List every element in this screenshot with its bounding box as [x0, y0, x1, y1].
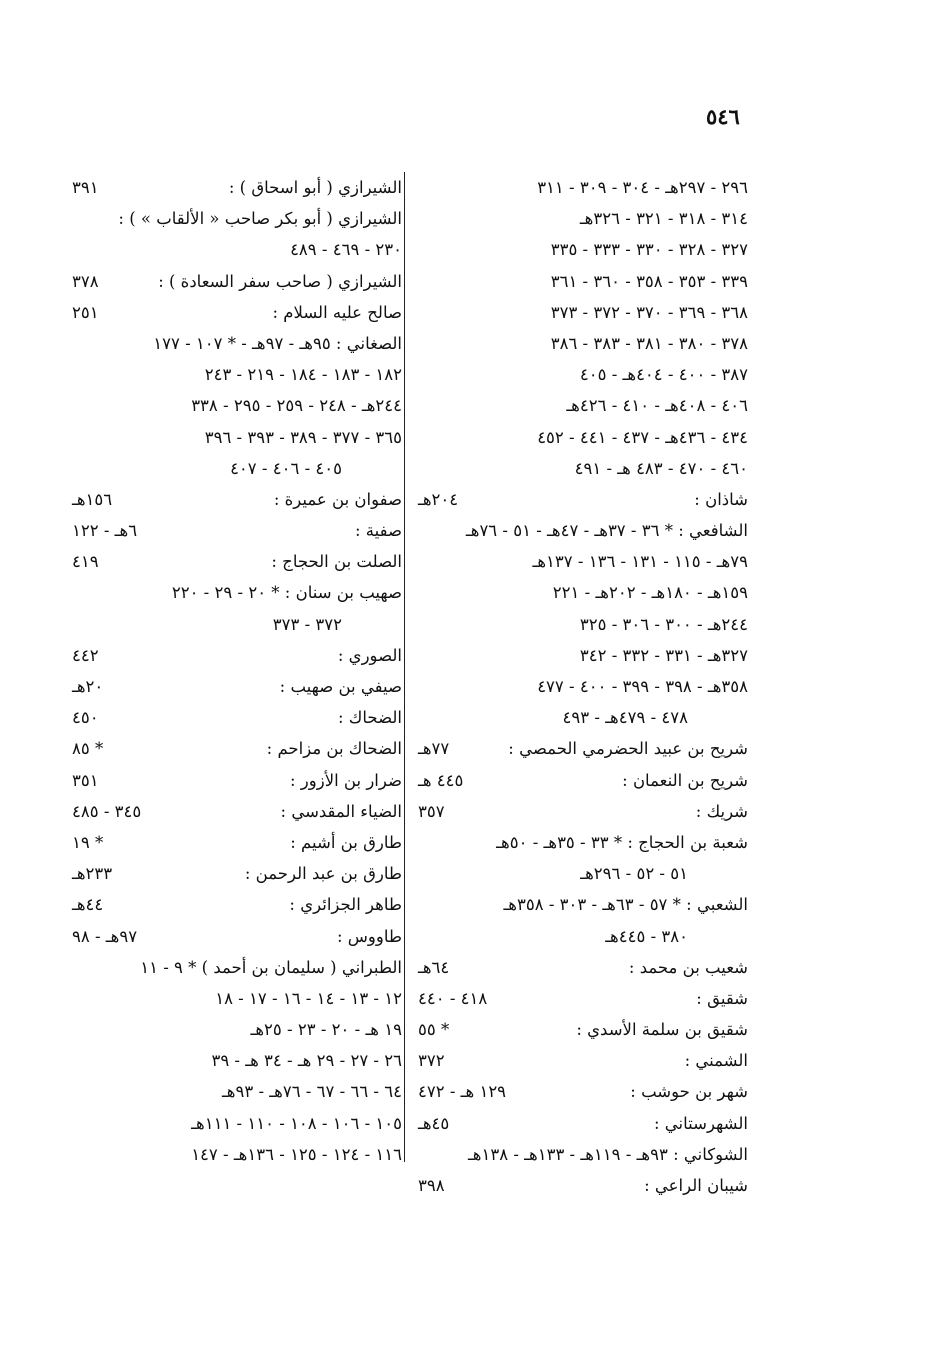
- index-entry: [418, 733, 748, 764]
- index-entry: [72, 640, 402, 671]
- entry-name: صفية :: [355, 521, 402, 541]
- entry-name: شعبة بن الحجاج : * ٣٣ - ٣٥هـ - ٥٠هـ: [496, 832, 748, 852]
- entry-page-refs: ٤٤٥ هـ: [418, 770, 464, 790]
- index-entry: [72, 1014, 402, 1045]
- entry-page-refs: ٤٥هـ: [418, 1113, 450, 1133]
- entry-page-refs: * ٥٥: [418, 1020, 450, 1040]
- index-entry: [418, 983, 748, 1014]
- entry-page-refs: ٤٠٦ - ٤٠٨هـ - ٤١٠ - ٤٢٦هـ: [566, 396, 748, 416]
- index-entry: [72, 422, 402, 453]
- index-entry: [72, 609, 402, 640]
- index-entry: [72, 1076, 402, 1107]
- entry-name: الشعبي : * ٥٧ - ٦٣هـ - ٣٠٣ - ٣٥٨هـ: [503, 895, 748, 915]
- index-entry: [72, 390, 402, 421]
- entry-name: شريح بن عبيد الحضرمي الحمصي :: [508, 739, 748, 759]
- index-entry: [418, 921, 748, 952]
- entry-name: الشمني :: [684, 1051, 748, 1071]
- entry-page-refs: ٤١٩: [72, 552, 99, 572]
- index-entry: [418, 484, 748, 515]
- index-entry: [72, 765, 402, 796]
- index-entry: [72, 297, 402, 328]
- entry-page-refs: ١٢٩ هـ - ٤٧٢: [418, 1082, 507, 1102]
- entry-page-refs: ٩٧هـ - ٩٨: [72, 926, 138, 946]
- entry-page-refs: ٣٢٧ - ٣٢٨ - ٣٣٠ - ٣٣٣ - ٣٣٥: [550, 240, 748, 260]
- index-entry: [418, 1076, 748, 1107]
- index-entry: [418, 390, 748, 421]
- entry-name: الشوكاني : ٩٣هـ - ١١٩هـ - ١٣٣هـ - ١٣٨هـ: [467, 1144, 748, 1164]
- entry-page-refs: ٤٥٠: [72, 708, 99, 728]
- column-divider: [404, 172, 405, 1162]
- entry-page-refs: ٤٤٢: [72, 645, 99, 665]
- entry-page-refs: ٢٩٦ - ٢٩٧هـ - ٣٠٤ - ٣٠٩ - ٣١١: [537, 178, 748, 197]
- entry-name: شاذان :: [694, 489, 748, 509]
- entry-name: شريك :: [695, 801, 748, 821]
- entry-name: الشافعي : * ٣٦ - ٣٧هـ - ٤٧هـ - ٥١ - ٧٦هـ: [465, 521, 748, 541]
- entry-page-refs: ١٩ هـ - ٢٠ - ٢٣ - ٢٥هـ: [250, 1020, 402, 1040]
- index-entry: [418, 515, 748, 546]
- index-entry: [418, 796, 748, 827]
- index-entry: [418, 1170, 748, 1201]
- index-entry: [72, 515, 402, 546]
- index-entry: [418, 359, 748, 390]
- entry-name: الشيرازي ( صاحب سفر السعادة ) :: [158, 271, 402, 291]
- entry-page-refs: ١٢ - ١٣ - ١٤ - ١٦ - ١٧ - ١٨: [215, 988, 402, 1008]
- index-entry: [418, 266, 748, 297]
- entry-page-refs: ٧٩هـ - ١١٥ - ١٣١ - ١٣٦ - ١٣٧هـ: [532, 552, 748, 572]
- index-entry: [418, 889, 748, 920]
- index-entry: [418, 328, 748, 359]
- index-entry: [418, 827, 748, 858]
- index-entry: [418, 453, 748, 484]
- entry-page-refs: ٣٧٢ - ٣٧٣: [272, 614, 342, 634]
- entry-page-refs: * ١٩: [72, 832, 104, 852]
- entry-page-refs: * ٨٥: [72, 739, 104, 759]
- entry-page-refs: ٦٤هـ: [418, 957, 450, 977]
- index-entry: [418, 952, 748, 983]
- entry-page-refs: ٦هـ - ١٢٢: [72, 521, 138, 541]
- entry-page-refs: ١٥٩هـ - ١٨٠هـ - ٢٠٢هـ - ٢٢١: [552, 583, 748, 603]
- index-entry: [72, 733, 402, 764]
- index-entry: [72, 952, 402, 983]
- index-entry: [72, 359, 402, 390]
- index-entry: [72, 796, 402, 827]
- entry-page-refs: ١٠٥ - ١٠٦ - ١٠٨ - ١١٠ - ١١١هـ: [191, 1113, 402, 1133]
- index-entry: [418, 671, 748, 702]
- entry-name: صهيب بن سنان : * ٢٠ - ٢٩ - ٢٢٠: [171, 583, 402, 603]
- entry-page-refs: ٤١٨ - ٤٤٠: [418, 988, 488, 1008]
- index-entry: [72, 983, 402, 1014]
- entry-page-refs: ٢٤٤هـ - ٢٤٨ - ٢٥٩ - ٢٩٥ - ٣٣٨: [191, 396, 402, 416]
- index-entry: [72, 546, 402, 577]
- index-entry: [418, 1045, 748, 1076]
- index-entry: [72, 889, 402, 920]
- entry-page-refs: ٢٤٤هـ - ٣٠٠ - ٣٠٦ - ٣٢٥: [579, 614, 748, 634]
- entry-page-refs: ٣٣٩ - ٣٥٣ - ٣٥٨ - ٣٦٠ - ٣٦١: [550, 271, 748, 291]
- entry-page-refs: ٢٣٠ - ٤٦٩ - ٤٨٩: [290, 240, 402, 260]
- entry-name: الضحاك :: [337, 708, 402, 728]
- index-entry: [418, 765, 748, 796]
- entry-page-refs: ٣٦٨ - ٣٦٩ - ٣٧٠ - ٣٧٢ - ٣٧٣: [550, 302, 748, 322]
- index-entry: [418, 858, 748, 889]
- index-entry: [72, 827, 402, 858]
- index-entry: [418, 297, 748, 328]
- entry-name: طاووس :: [336, 926, 402, 946]
- entry-page-refs: ١٥٦هـ: [72, 489, 113, 509]
- index-entry: [418, 234, 748, 265]
- entry-page-refs: ٣٨٠ - ٤٤٥هـ: [605, 926, 688, 946]
- index-entry: [72, 1108, 402, 1139]
- index-entry: [72, 266, 402, 297]
- entry-name: شعيب بن محمد :: [628, 957, 748, 977]
- entry-page-refs: ٣٧٢: [418, 1051, 445, 1071]
- entry-name: الضياء المقدسي :: [280, 801, 402, 821]
- index-entry: [418, 1139, 748, 1170]
- index-entry: [72, 671, 402, 702]
- index-entry: [418, 577, 748, 608]
- entry-name: شريح بن النعمان :: [622, 770, 748, 790]
- entry-page-refs: ٢٠هـ: [72, 677, 104, 696]
- entry-page-refs: ٣٩١: [72, 178, 99, 197]
- entry-page-refs: ٣٥٧: [418, 801, 445, 821]
- index-entry: [418, 702, 748, 733]
- entry-page-refs: ٣٤٥ - ٤٨٥: [72, 801, 142, 821]
- index-entry: [418, 1014, 748, 1045]
- index-entry: [72, 858, 402, 889]
- index-entry: [72, 234, 402, 265]
- entry-name: الشيرازي ( أبو بكر صاحب « الألقاب » ) :: [118, 209, 402, 229]
- index-entry: [418, 422, 748, 453]
- entry-page-refs: ٢٠٤هـ: [418, 489, 459, 509]
- entry-name: الضحاك بن مزاحم :: [266, 739, 402, 759]
- entry-name: ضرار بن الأزور :: [289, 770, 402, 790]
- entry-page-refs: ٦٤ - ٦٦ - ٦٧ - ٧٦هـ - ٩٣هـ: [221, 1082, 402, 1102]
- entry-name: شقيق :: [696, 988, 748, 1008]
- index-entry: [72, 577, 402, 608]
- entry-page-refs: ١١٦ - ١٢٤ - ١٢٥ - ١٣٦هـ - ١٤٧: [191, 1144, 402, 1164]
- index-entry: [418, 546, 748, 577]
- index-entry: [72, 203, 402, 234]
- entry-name: صفوان بن عميرة :: [273, 489, 402, 509]
- entry-name: شقيق بن سلمة الأسدي :: [576, 1020, 748, 1040]
- entry-page-refs: ٤٠٥ - ٤٠٦ - ٤٠٧: [230, 458, 342, 478]
- index-entry: [418, 172, 748, 203]
- entry-page-refs: ٤٧٨ - ٤٧٩هـ - ٤٩٣: [562, 708, 688, 728]
- entry-page-refs: ٣٢٧هـ - ٣٣١ - ٣٣٢ - ٣٤٢: [579, 645, 748, 665]
- index-entry: [72, 702, 402, 733]
- entry-page-refs: ٧٧هـ: [418, 739, 450, 759]
- entry-name: طاهر الجزائري :: [289, 895, 402, 915]
- index-entry: [418, 609, 748, 640]
- entry-page-refs: ٣٨٧ - ٤٠٠ - ٤٠٤هـ - ٤٠٥: [579, 365, 748, 385]
- entry-page-refs: ٢٦ - ٢٧ - ٢٩ هـ - ٣٤ هـ - ٣٩: [211, 1051, 402, 1071]
- index-entry: [72, 453, 402, 484]
- entry-name: الصلت بن الحجاج :: [271, 552, 402, 572]
- index-entry: [418, 640, 748, 671]
- entry-name: صالح عليه السلام :: [272, 302, 402, 322]
- entry-name: طارق بن أشيم :: [290, 832, 402, 852]
- entry-page-refs: ٣٧٨ - ٣٨٠ - ٣٨١ - ٣٨٣ - ٣٨٦: [550, 333, 748, 353]
- entry-page-refs: ٣٩٨: [418, 1176, 445, 1195]
- index-entry: [418, 1108, 748, 1139]
- index-entry: [72, 172, 402, 203]
- entry-page-refs: ٤٣٤ - ٤٣٦هـ - ٤٣٧ - ٤٤١ - ٤٥٢: [537, 427, 748, 447]
- index-entry: [418, 203, 748, 234]
- entry-name: الصغاني : ٩٥هـ - ٩٧هـ - * ١٠٧ - ١٧٧: [153, 333, 402, 353]
- entry-page-refs: ٣٧٨: [72, 271, 99, 291]
- entry-page-refs: ٤٤هـ: [72, 895, 104, 915]
- entry-page-refs: ٣١٤ - ٣١٨ - ٣٢١ - ٣٢٦هـ: [579, 209, 748, 229]
- index-entry: [72, 921, 402, 952]
- index-column-right: [418, 172, 748, 1201]
- index-column-left: [72, 172, 402, 1170]
- entry-page-refs: ٥١ - ٥٢ - ٢٩٦هـ: [580, 864, 688, 884]
- index-entry: [72, 328, 402, 359]
- entry-page-refs: ٤٦٠ - ٤٧٠ - ٤٨٣ هـ - ٤٩١: [574, 458, 748, 478]
- entry-name: طارق بن عبد الرحمن :: [244, 864, 402, 884]
- entry-name: شيبان الراعي :: [644, 1176, 748, 1195]
- entry-name: الطبراني ( سليمان بن أحمد ) * ٩ - ١١: [140, 957, 402, 977]
- entry-page-refs: ١٨٢ - ١٨٣ - ١٨٤ - ٢١٩ - ٢٤٣: [204, 365, 402, 385]
- index-entry: [72, 484, 402, 515]
- entry-name: صيفي بن صهيب :: [279, 677, 402, 696]
- index-entry: [72, 1139, 402, 1170]
- entry-page-refs: ٣٥١: [72, 770, 99, 790]
- entry-page-refs: ٣٦٥ - ٣٧٧ - ٣٨٩ - ٣٩٣ - ٣٩٦: [204, 427, 402, 447]
- entry-page-refs: ٢٥١: [72, 302, 99, 322]
- page-number: ٥٤٦: [706, 104, 740, 129]
- entry-name: الشيرازي ( أبو اسحاق ) :: [228, 178, 402, 197]
- entry-name: شهر بن حوشب :: [630, 1082, 748, 1102]
- index-entry: [72, 1045, 402, 1076]
- entry-name: الصوري :: [337, 645, 402, 665]
- entry-page-refs: ٢٣٣هـ: [72, 864, 113, 884]
- entry-page-refs: ٣٥٨هـ - ٣٩٨ - ٣٩٩ - ٤٠٠ - ٤٧٧: [537, 677, 748, 696]
- entry-name: الشهرستاني :: [653, 1113, 748, 1133]
